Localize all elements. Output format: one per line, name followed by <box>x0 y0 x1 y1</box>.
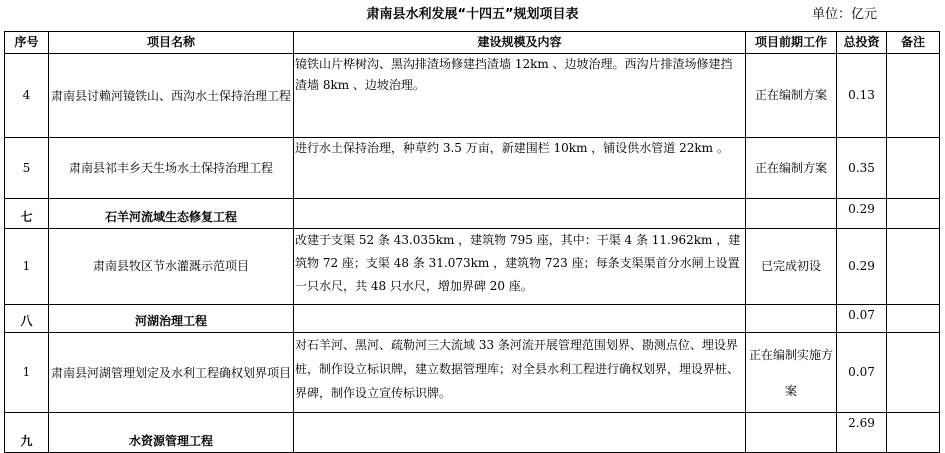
header-total: 总投资 <box>837 32 887 54</box>
section-row <box>5 413 940 453</box>
project-total: 0.35 <box>837 138 887 199</box>
section-content <box>294 305 746 333</box>
project-stage: 已完成初设 <box>746 229 837 305</box>
header-index: 序号 <box>5 32 49 54</box>
project-note <box>887 138 940 199</box>
project-total: 0.07 <box>837 333 887 413</box>
table-row <box>5 333 940 413</box>
table-row <box>5 229 940 305</box>
section-content <box>294 413 746 453</box>
header-stage: 项目前期工作 <box>746 32 837 54</box>
section-note <box>887 199 940 229</box>
header-name: 项目名称 <box>49 32 294 54</box>
row-index: 4 <box>5 54 49 138</box>
section-total: 2.69 <box>837 413 887 453</box>
project-total: 0.29 <box>837 229 887 305</box>
project-content: 镜铁山片桦树沟、黑沟排渣场修建挡渣墙 12km 、边坡治理。西沟片排渣场修建挡渣墙 8km 、边坡治理。 <box>294 54 746 138</box>
header-row <box>5 32 940 54</box>
section-row <box>5 199 940 229</box>
project-content: 进行水土保持治理，种草约 3.5 万亩，新建围栏 10km ，铺设供水管道 22km 。 <box>294 138 746 199</box>
section-note <box>887 413 940 453</box>
section-content <box>294 199 746 229</box>
section-total: 0.07 <box>837 305 887 333</box>
project-note <box>887 229 940 305</box>
table-row <box>5 138 940 199</box>
project-name: 肃南县讨赖河镜铁山、西沟水土保持治理工程 <box>49 54 294 138</box>
section-note <box>887 305 940 333</box>
row-index: 5 <box>5 138 49 199</box>
unit-label: 单位：亿元 <box>812 7 878 22</box>
table-row <box>5 54 940 138</box>
project-table <box>4 31 940 453</box>
project-content: 改建于支渠 52 条 43.035km ，建筑物 795 座，其中：干渠 4 条 11.962km ，建筑物 72 座；支渠 48 条 31.073km ，建筑物 723 座；每条支渠渠首分水闸上设置一只水尺，共 48 只水尺，增加界碑 20 座。 <box>294 229 746 305</box>
section-name: 河湖治理工程 <box>49 305 294 333</box>
project-content: 对石羊河、黑河、疏勒河三大流域 33 条河流开展管理范围划界、勘测点位、埋设界桩，制作设立标识牌，建立数据管理库；对全县水利工程进行确权划界，埋设界桩、界碑，制作设立宣传标识牌。 <box>294 333 746 413</box>
section-index: 八 <box>5 305 49 333</box>
section-index: 九 <box>5 413 49 453</box>
project-name: 肃南县牧区节水灌溉示范项目 <box>49 229 294 305</box>
header-content: 建设规模及内容 <box>294 32 746 54</box>
project-stage: 正在编制方案 <box>746 138 837 199</box>
row-index: 1 <box>5 229 49 305</box>
section-row <box>5 305 940 333</box>
section-stage <box>746 413 837 453</box>
project-stage: 正在编制实施方案 <box>746 333 837 413</box>
section-index: 七 <box>5 199 49 229</box>
project-note <box>887 54 940 138</box>
project-total: 0.13 <box>837 54 887 138</box>
section-stage <box>746 305 837 333</box>
section-total: 0.29 <box>837 199 887 229</box>
section-name: 水资源管理工程 <box>49 413 294 453</box>
project-name: 肃南县祁丰乡天生场水土保持治理工程 <box>49 138 294 199</box>
project-note <box>887 333 940 413</box>
project-name: 肃南县河湖管理划定及水利工程确权划界项目 <box>49 333 294 413</box>
project-stage: 正在编制方案 <box>746 54 837 138</box>
table-title: 肃南县水利发展“十四五”规划项目表 <box>366 7 579 22</box>
section-stage <box>746 199 837 229</box>
section-name: 石羊河流域生态修复工程 <box>49 199 294 229</box>
header-note: 备注 <box>887 32 940 54</box>
row-index: 1 <box>5 333 49 413</box>
